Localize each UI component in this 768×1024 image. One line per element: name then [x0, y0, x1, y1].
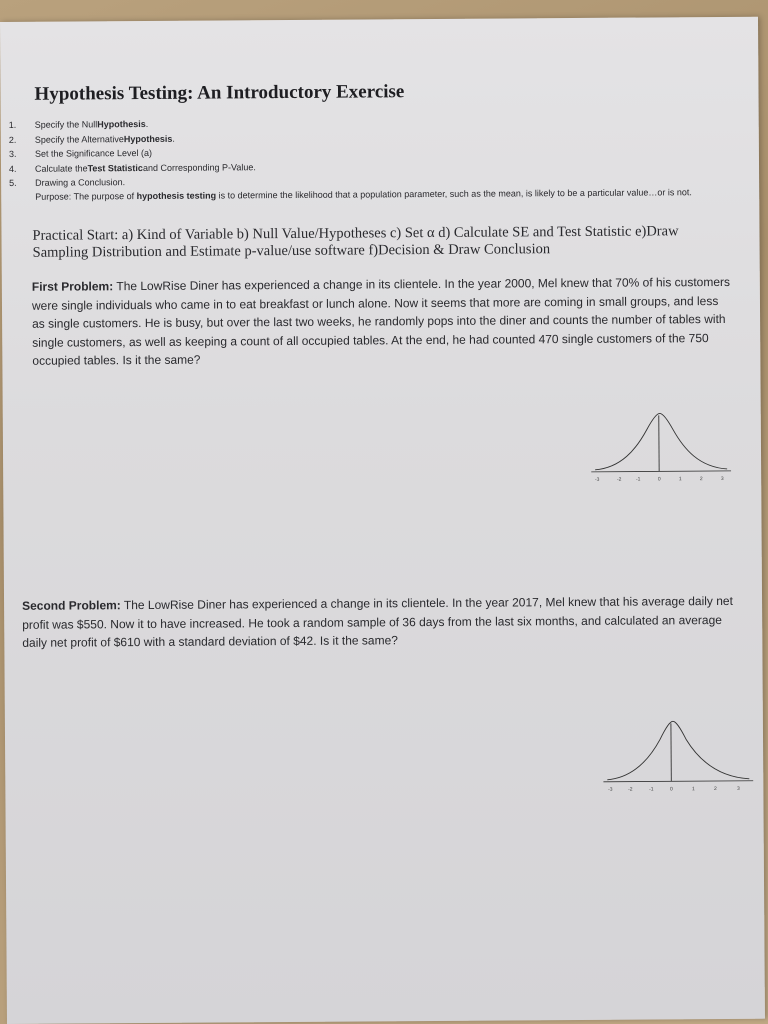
worksheet-title: Hypothesis Testing: An Introductory Exercise [34, 81, 405, 105]
tick-label: 1 [691, 786, 695, 793]
tick-label: -1 [635, 476, 641, 483]
step-item: 2. Specify the Alternative Hypothesis . [8, 133, 175, 145]
tick-label: -2 [628, 786, 633, 793]
first-problem: First Problem: The LowRise Diner has experienced a change in its clientele. In the year 2000, Mel knew that 70% of his customers were single individuals who came in to eat breakfast or lunch alone. Now it seems that more are coming in small groups, and less as single customers. He is busy, but over the last two weeks, he randomly pops into the diner and counts the number of tables with single customers, as well as keeping a count of all occupied tables. At the end, he had counted 470 single customers of the 750 occupied tables. Is it the same? [31, 274, 731, 368]
normal-curve-sketch-2 [603, 711, 754, 794]
worksheet-page [0, 17, 765, 1024]
step-item: 4. Calculate the Test Statistic and Corresponding P-Value. [8, 161, 256, 174]
step-item: 1. Specify the Null Hypothesis . [8, 118, 149, 130]
tick-label: 0 [657, 476, 661, 483]
tick-label: 3 [720, 475, 724, 482]
tick-label: -3 [594, 476, 600, 483]
tick-label: 2 [713, 786, 717, 793]
purpose-paragraph: Purpose: The purpose of hypothesis testing is to determine the likelihood that a population parameter, such as the mean, is likely to be a particular value…or is not. [35, 187, 692, 202]
tick-label: 2 [699, 476, 703, 483]
tick-label: -2 [616, 476, 622, 483]
tick-label: 0 [669, 786, 673, 793]
tick-label: 3 [736, 785, 740, 792]
tick-label: -3 [608, 786, 613, 793]
second-problem-label: Second Problem: [22, 598, 121, 613]
step-item: 3. Set the Significance Level (a) [8, 147, 153, 159]
step-item: 5. Drawing a Conclusion. [9, 177, 126, 188]
normal-curve-sketch-1 [591, 401, 732, 484]
practical-start: Practical Start: a) Kind of Variable b) Null Value/Hypotheses c) Set α d) Calculate SE and Test Statistic e)Draw Sampling Distribution and Estimate p-value/use software f)Decision & Draw Conclusion [32, 223, 679, 261]
tick-label: 1 [678, 476, 682, 483]
tick-label: -1 [649, 786, 654, 793]
first-problem-label: First Problem: [31, 279, 114, 294]
second-problem: Second Problem: The LowRise Diner has experienced a change in its clientele. In the year 2017, Mel knew that his average daily net profit was $550. Now it to have increased. He took a random sample of 36 days from the last six months, and calculated an average daily net profit of $610 with a standard deviation of $42. Is it the same? [22, 593, 733, 650]
steps-list [9, 118, 256, 192]
